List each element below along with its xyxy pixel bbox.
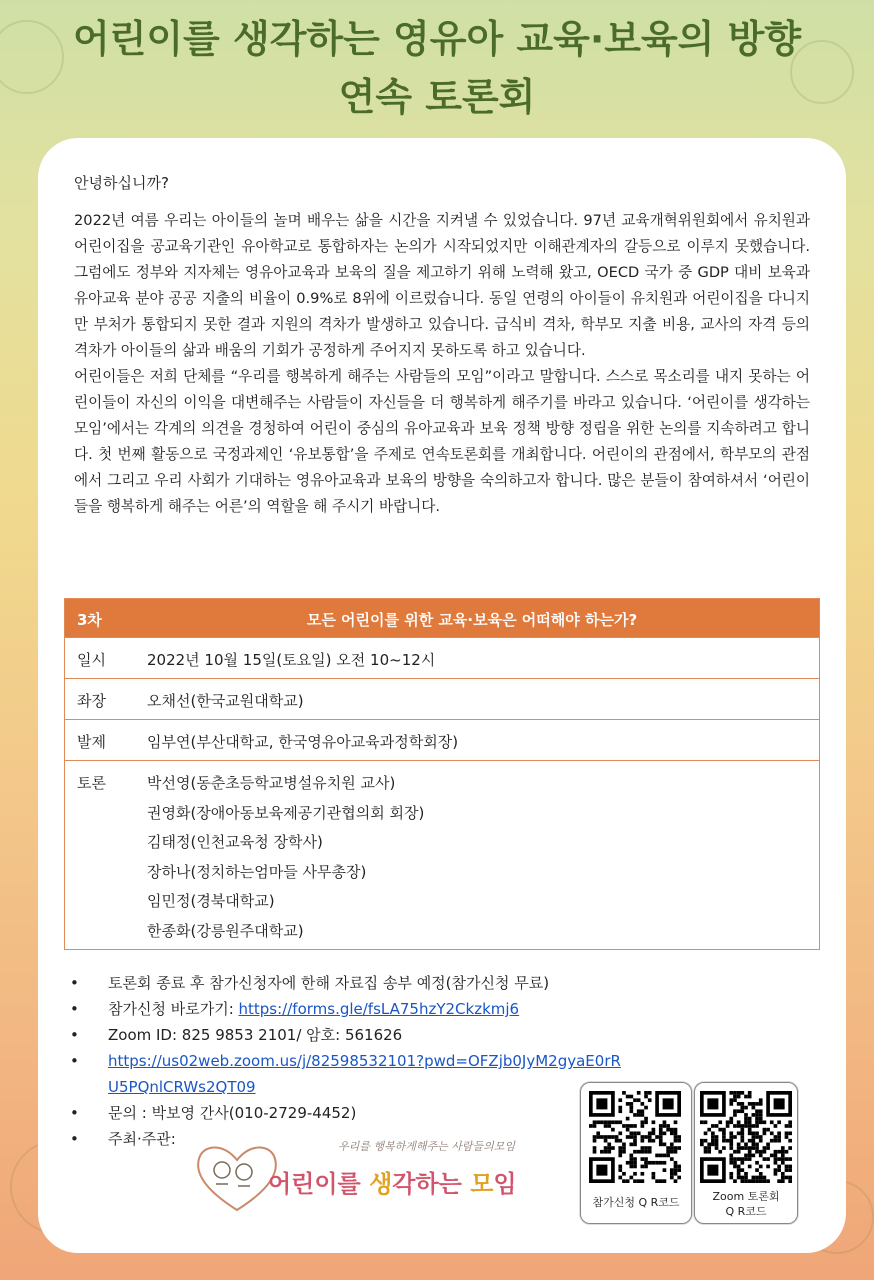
logo-name-part: 어린이를 bbox=[268, 1170, 370, 1198]
table-row-date bbox=[65, 637, 819, 678]
list-item bbox=[66, 1100, 628, 1126]
content-card bbox=[38, 138, 846, 1253]
logo-name-part: 임 bbox=[493, 1170, 517, 1198]
session-number: 3차 bbox=[77, 611, 102, 629]
zoom-link[interactable]: • https://us02web.zoom.us/j/82598532101?pwd=OFZjb0JyM2gyaE0rRU5PQnlCRWs2QT09 bbox=[108, 1052, 621, 1096]
logo-name-part: 생 bbox=[369, 1170, 393, 1198]
row-value-line: 임부연(부산대학교, 한국영유아교육과정학회장) bbox=[147, 733, 459, 751]
intro-paragraph-2: 어린이들은 저희 단체를 “우리를 행복하게 해주는 사람들의 모임”이라고 말합니다. 스스로 목소리를 내지 못하는 어린이들이 자신의 이익을 대변해주는 사람들이 자신들을 더 행복하게 해주기를 바라고 있습니다. ‘어린이를 생각하는 모임’에서는 각계의 의견을 경청하여 어린이 중심의 유아교육과 보육 정책 방향 정립을 위한 논의를 지속하려고 합니다. 첫 번째 활동으로 국정과제인 ‘유보통합’을 주제로 연속토론회를 개최합니다. 어린이의 관점에서, 학부모의 관점에서 그리고 우리 사회가 기대하는 영유아교육과 보육의 방향을 숙의하고자 합니다. 많은 분들이 참여하셔서 ‘어린이들을 행복하게 해주는 어른’의 역할을 해 주시기 바랍니다. bbox=[74, 368, 810, 515]
list-item-text: 토론회 종료 후 참가신청자에 한해 자료집 송부 예정(참가신청 무료) bbox=[108, 974, 550, 992]
session-table bbox=[64, 598, 820, 950]
row-value bbox=[147, 731, 458, 761]
logo-name-part: 모 bbox=[470, 1170, 494, 1198]
list-item bbox=[66, 970, 628, 996]
qr-label bbox=[695, 1189, 797, 1219]
qr-code-icon[interactable] bbox=[700, 1091, 792, 1183]
table-row-discussants bbox=[65, 760, 819, 949]
title-line-2: 연속 토론회 bbox=[338, 75, 536, 119]
organization-logo bbox=[188, 1138, 528, 1218]
qr-label-line: Q R코드 bbox=[725, 1205, 767, 1218]
discussant: 박선영(동춘초등학교병설유치원 교사) bbox=[147, 774, 396, 792]
registration-link[interactable]: https://forms.gle/fsLA75hzY2Ckzkmj6 bbox=[238, 1000, 520, 1018]
row-value bbox=[147, 690, 304, 720]
poster-title bbox=[0, 10, 874, 126]
row-value-line: 2022년 10월 15일(토요일) 오전 10~12시 bbox=[147, 651, 436, 669]
row-value-line: 오채선(한국교원대학교) bbox=[147, 692, 304, 710]
intro-text bbox=[74, 208, 810, 520]
qr-label: 참가신청 Q R코드 bbox=[592, 1196, 680, 1209]
row-value bbox=[147, 649, 435, 679]
apply-qr-card bbox=[580, 1082, 692, 1224]
title-line-1: 어린이를 생각하는 영유아 교육·보육의 방향 bbox=[72, 17, 802, 61]
list-item bbox=[66, 996, 628, 1022]
row-key: 좌장 bbox=[77, 692, 106, 710]
row-value bbox=[147, 772, 424, 949]
session-question: 모든 어린이를 위한 교육·보육은 어떠해야 하는가? bbox=[306, 611, 638, 629]
list-item-text: 참가신청 바로가기: bbox=[108, 1000, 239, 1018]
logo-slogan: 우리를 행복하게해주는 사람들의모임 bbox=[338, 1140, 516, 1153]
discussant: 권영화(장애아동보육제공기관협의회 회장) bbox=[147, 803, 425, 822]
row-key: 토론 bbox=[77, 774, 106, 792]
organizer-label: 주최·주관: bbox=[108, 1130, 176, 1148]
greeting: 안녕하십니까? bbox=[74, 174, 169, 192]
logo-name bbox=[268, 1164, 517, 1199]
row-key: 일시 bbox=[77, 651, 106, 669]
list-item bbox=[66, 1022, 628, 1048]
discussant: 김태정(인천교육청 장학사) bbox=[147, 833, 323, 851]
info-list bbox=[66, 970, 628, 1152]
discussant: 임민정(경북대학교) bbox=[147, 892, 275, 910]
list-item bbox=[66, 1048, 628, 1100]
intro-paragraph-1: 2022년 여름 우리는 아이들의 놀며 배우는 삶을 시간을 지켜낼 수 있었습니다. 97년 교육개혁위원회에서 유치원과 어린이집을 공교육기관인 유아학교로 통합하자는 논의가 시작되었지만 이해관계자의 갈등으로 이루지 못했습니다. 그럼에도 정부와 지자체는 영유아교육과 보육의 질을 제고하기 위해 노력해 왔고, OECD 국가 중 GDP 대비 보육과 유아교육 분야 공공 지출의 비율이 0.9%로 8위에 이르렀습니다. 동일 연령의 아이들이 유치원과 어린이집을 다니지만 부처가 통합되지 못한 결과 지원의 격차가 발생하고 있습니다. 급식비 격차, 학부모 지출 비용, 교사의 자격 등의 격차가 아이들의 삶과 배움의 기회가 공정하게 주어지지 못하도록 하고 있습니다. bbox=[74, 212, 810, 359]
row-key: 발제 bbox=[77, 733, 106, 751]
discussant: 한종화(강릉원주대학교) bbox=[147, 921, 304, 940]
zoom-credentials: Zoom ID: 825 9853 2101/ 암호: 561626 bbox=[108, 1026, 403, 1044]
table-row-presenter bbox=[65, 719, 819, 760]
contact-info: 문의 : 박보영 간사(010-2729-4452) bbox=[108, 1104, 357, 1122]
zoom-qr-card bbox=[694, 1082, 798, 1224]
session-table-header bbox=[65, 599, 819, 637]
qr-code-icon[interactable] bbox=[589, 1091, 681, 1183]
table-row-chair bbox=[65, 678, 819, 719]
discussant: 장하나(정치하는엄마들 사무총장) bbox=[147, 862, 367, 881]
logo-name-part: 각하는 bbox=[392, 1170, 471, 1198]
qr-label-line: Zoom 토론회 bbox=[712, 1190, 780, 1203]
